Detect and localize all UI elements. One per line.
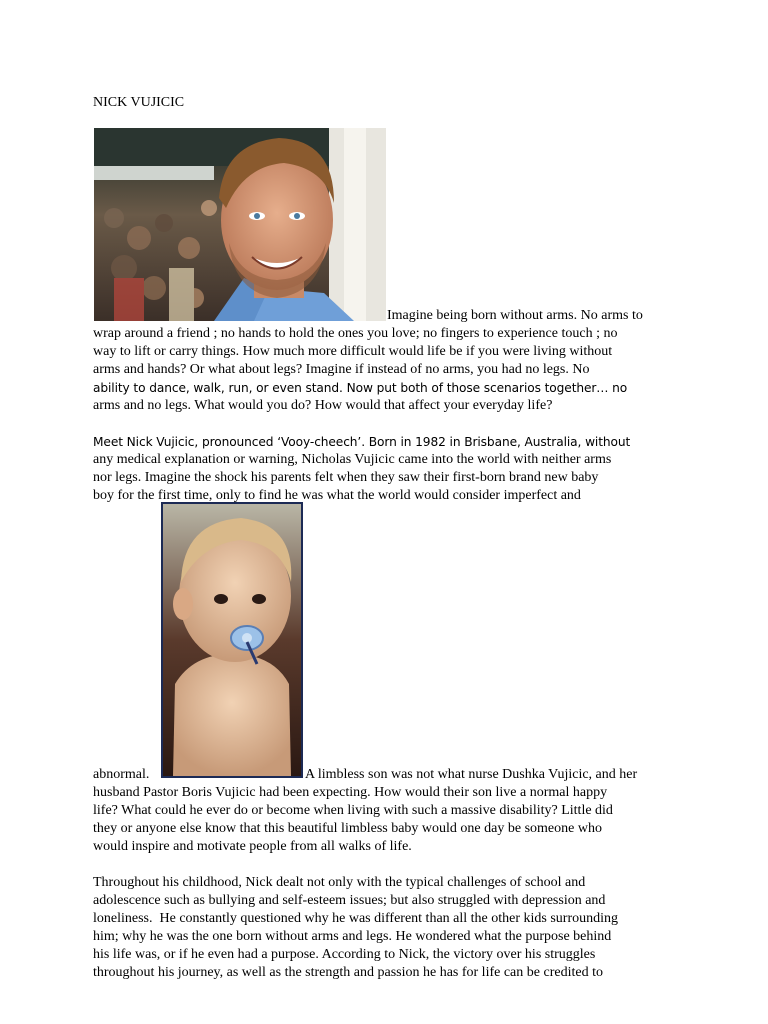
- baby-photo: [161, 502, 303, 778]
- paragraph-1-line-4: arms and hands? Or what about legs? Imagine if instead of no arms, you had no legs. No: [93, 362, 590, 377]
- paragraph-2-line-3: nor legs. Imagine the shock his parents felt when they saw their first-born brand new baby: [93, 470, 599, 485]
- paragraph-2-line-8: they or anyone else know that this beautiful limbless baby would one day be someone who: [93, 821, 602, 836]
- portrait-photo: [94, 128, 386, 321]
- page-title: NICK VUJICIC: [93, 95, 185, 110]
- paragraph-2-line-5: A limbless son was not what nurse Dushka Vujicic, and her: [305, 767, 638, 782]
- paragraph-2-line-9: would inspire and motivate people from all walks of life.: [93, 839, 412, 854]
- paragraph-2-abnormal: abnormal.: [93, 767, 150, 782]
- paragraph-3-line-5: his life was, or if he even had a purpose. According to Nick, the victory over his struggles: [93, 947, 596, 962]
- paragraph-2-line-1: Meet Nick Vujicic, pronounced ‘Vooy-cheech’. Born in 1982 in Brisbane, Australia, without: [93, 435, 631, 449]
- paragraph-1-line-3: way to lift or carry things. How much more difficult would life be if you were living without: [93, 344, 613, 359]
- paragraph-3-line-1: Throughout his childhood, Nick dealt not only with the typical challenges of school and: [93, 875, 586, 890]
- paragraph-3-line-4: him; why he was the one born without arms and legs. He wondered what the purpose behind: [93, 929, 612, 944]
- paragraph-1-line-2: wrap around a friend ; no hands to hold the ones you love; no fingers to experience touch ; no: [93, 326, 618, 341]
- paragraph-3-line-3: loneliness. He constantly questioned why he was different than all the other kids surrounding: [93, 911, 619, 926]
- paragraph-2-line-6: husband Pastor Boris Vujicic had been expecting. How would their son live a normal happy: [93, 785, 608, 800]
- paragraph-1-line-6: arms and no legs. What would you do? How would that affect your everyday life?: [93, 398, 553, 413]
- paragraph-3-line-6: throughout his journey, as well as the strength and passion he has for life can be credited to: [93, 965, 603, 980]
- paragraph-3-line-2: adolescence such as bullying and self-esteem issues; but also struggled with depression and: [93, 893, 606, 908]
- paragraph-2-line-4: boy for the first time, only to find he was what the world would consider imperfect and: [93, 488, 581, 503]
- paragraph-1-line-1: Imagine being born without arms. No arms to: [387, 308, 643, 323]
- paragraph-2-line-7: life? What could he ever do or become when living with such a massive disability? Little did: [93, 803, 613, 818]
- paragraph-2-line-2: any medical explanation or warning, Nicholas Vujicic came into the world with neither arms: [93, 452, 612, 467]
- paragraph-1-line-5: ability to dance, walk, run, or even stand. Now put both of those scenarios together… no: [93, 381, 628, 395]
